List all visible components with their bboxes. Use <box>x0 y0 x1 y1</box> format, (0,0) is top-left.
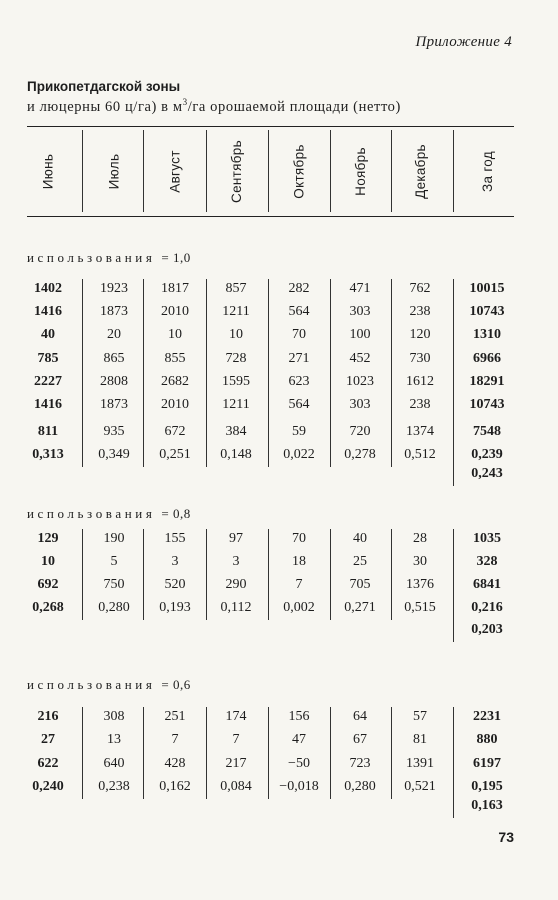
table-cell: 1873 <box>100 397 128 412</box>
table-cell: 0,216 <box>471 600 503 615</box>
table-cell: 238 <box>409 397 431 412</box>
section-column-divider <box>453 279 454 486</box>
column-header <box>145 128 205 214</box>
table-cell: 622 <box>37 756 59 771</box>
table-cell: 40 <box>41 327 55 342</box>
table-cell: 25 <box>353 554 367 569</box>
table-cell: 251 <box>164 709 186 724</box>
section-label-text: использования <box>27 250 156 265</box>
table-cell: 0,515 <box>404 600 436 615</box>
table-cell: 190 <box>103 531 125 546</box>
table-cell: 47 <box>292 732 306 747</box>
table-cell: 18291 <box>469 374 505 389</box>
table-cell: 384 <box>225 424 247 439</box>
table-cell: 865 <box>103 351 125 366</box>
column-header <box>390 128 450 214</box>
header-column-divider <box>330 130 331 212</box>
table-cell: 155 <box>164 531 186 546</box>
table-cell: 30 <box>413 554 427 569</box>
table-cell: 100 <box>349 327 371 342</box>
table-cell: 1374 <box>406 424 434 439</box>
section-column-divider <box>82 279 83 467</box>
table-cell: 0,512 <box>404 447 436 462</box>
table-cell: 471 <box>349 281 371 296</box>
table-cell: 6197 <box>473 756 501 771</box>
table-cell: 2010 <box>161 304 189 319</box>
table-cell: 640 <box>103 756 125 771</box>
section-column-divider <box>453 529 454 642</box>
table-cell: 2010 <box>161 397 189 412</box>
table-cell: 1595 <box>222 374 250 389</box>
section-label <box>27 677 191 693</box>
table-cell: 1817 <box>161 281 189 296</box>
table-cell: 0,163 <box>471 798 503 813</box>
table-cell: 1391 <box>406 756 434 771</box>
column-header-label: Август <box>167 149 183 193</box>
section-coefficient: = 0,8 <box>161 506 191 521</box>
section-coefficient: = 0,6 <box>161 677 191 692</box>
header-column-divider <box>268 130 269 212</box>
table-title-line-2 <box>27 97 401 116</box>
header-column-divider <box>206 130 207 212</box>
appendix-label: Приложение 4 <box>415 34 512 50</box>
column-header-label: Июнь <box>40 153 56 189</box>
table-cell: 271 <box>288 351 310 366</box>
column-header <box>457 128 517 214</box>
table-cell: 0,022 <box>283 447 315 462</box>
header-top-rule <box>27 126 514 127</box>
table-cell: 2231 <box>473 709 501 724</box>
table-cell: 520 <box>164 577 186 592</box>
table-cell: 5 <box>110 554 118 569</box>
table-cell: 64 <box>353 709 367 724</box>
table-cell: 720 <box>349 424 371 439</box>
table-cell: 0,195 <box>471 779 503 794</box>
column-header-label: Октябрь <box>291 143 307 199</box>
table-cell: 10 <box>41 554 55 569</box>
table-cell: 7 <box>171 732 179 747</box>
table-cell: 129 <box>37 531 59 546</box>
table-cell: 10015 <box>469 281 505 296</box>
table-cell: 67 <box>353 732 367 747</box>
table-cell: 0,239 <box>471 447 503 462</box>
column-header <box>330 128 390 214</box>
table-cell: 2682 <box>161 374 189 389</box>
table-cell: −0,018 <box>279 779 319 794</box>
table-cell: 1416 <box>34 304 62 319</box>
table-cell: 723 <box>349 756 371 771</box>
table-cell: 0,240 <box>32 779 64 794</box>
table-cell: 0,271 <box>344 600 376 615</box>
column-header-label: Сентябрь <box>228 139 244 203</box>
table-cell: 59 <box>292 424 306 439</box>
table-cell: 303 <box>349 397 371 412</box>
section-label-text: использования <box>27 677 156 692</box>
table-cell: 18 <box>292 554 306 569</box>
table-cell: 27 <box>41 732 55 747</box>
table-cell: 328 <box>476 554 498 569</box>
table-cell: 0,203 <box>471 622 503 637</box>
header-bottom-rule <box>27 216 514 217</box>
table-cell: 3 <box>232 554 240 569</box>
table-cell: 0,162 <box>159 779 191 794</box>
table-cell: 692 <box>37 577 59 592</box>
table-cell: 0,112 <box>220 600 252 615</box>
table-cell: 785 <box>37 351 59 366</box>
table-cell: 855 <box>164 351 186 366</box>
table-cell: 857 <box>225 281 247 296</box>
table-cell: 10 <box>168 327 182 342</box>
table-cell: 811 <box>37 424 59 439</box>
table-cell: 97 <box>229 531 243 546</box>
table-cell: 0,002 <box>283 600 315 615</box>
table-cell: 13 <box>107 732 121 747</box>
page-number: 73 <box>498 829 514 845</box>
table-cell: 762 <box>409 281 431 296</box>
table-cell: 217 <box>225 756 247 771</box>
section-column-divider <box>82 529 83 620</box>
column-header-label: Июль <box>106 153 122 189</box>
title-unit-superscript: 3 <box>182 97 188 107</box>
table-cell: 452 <box>349 351 371 366</box>
table-cell: 672 <box>164 424 186 439</box>
table-cell: 0,193 <box>159 600 191 615</box>
table-cell: 2227 <box>34 374 62 389</box>
table-cell: 0,238 <box>98 779 130 794</box>
table-cell: 70 <box>292 327 306 342</box>
table-cell: 1402 <box>34 281 62 296</box>
table-cell: 1612 <box>406 374 434 389</box>
table-cell: 0,521 <box>404 779 436 794</box>
table-cell: −50 <box>288 756 310 771</box>
column-header-label: Декабрь <box>412 143 428 199</box>
table-cell: 308 <box>103 709 125 724</box>
table-cell: 728 <box>225 351 247 366</box>
table-cell: 6966 <box>473 351 501 366</box>
table-cell: 7548 <box>473 424 501 439</box>
column-header <box>206 128 266 214</box>
table-cell: 705 <box>349 577 371 592</box>
table-cell: 216 <box>37 709 59 724</box>
table-cell: 1416 <box>34 397 62 412</box>
table-cell: 290 <box>225 577 247 592</box>
table-cell: 303 <box>349 304 371 319</box>
title-line-2-start: и люцерны 60 ц/га) в м <box>27 98 183 115</box>
table-cell: 0,280 <box>98 600 130 615</box>
table-cell: 10743 <box>469 304 505 319</box>
table-cell: 880 <box>476 732 498 747</box>
table-cell: 156 <box>288 709 310 724</box>
section-column-divider <box>453 707 454 818</box>
section-label <box>27 506 191 522</box>
table-cell: 238 <box>409 304 431 319</box>
table-cell: 28 <box>413 531 427 546</box>
table-cell: 935 <box>103 424 125 439</box>
table-cell: 1376 <box>406 577 434 592</box>
header-column-divider <box>391 130 392 212</box>
table-cell: 0,084 <box>220 779 252 794</box>
table-cell: 120 <box>409 327 431 342</box>
table-cell: 1211 <box>222 304 250 319</box>
table-cell: 0,268 <box>32 600 64 615</box>
table-cell: 0,349 <box>98 447 130 462</box>
table-cell: 0,313 <box>32 447 64 462</box>
table-cell: 10 <box>229 327 243 342</box>
header-column-divider <box>453 130 454 212</box>
column-header <box>269 128 329 214</box>
header-column-divider <box>82 130 83 212</box>
table-cell: 282 <box>288 281 310 296</box>
table-cell: 0,251 <box>159 447 191 462</box>
table-cell: 70 <box>292 531 306 546</box>
table-cell: 623 <box>288 374 310 389</box>
table-cell: 1035 <box>473 531 501 546</box>
table-cell: 564 <box>288 304 310 319</box>
column-header <box>84 128 144 214</box>
table-cell: 0,280 <box>344 779 376 794</box>
table-cell: 3 <box>171 554 179 569</box>
table-cell: 0,278 <box>344 447 376 462</box>
section-label <box>27 250 191 266</box>
table-cell: 0,243 <box>471 466 503 481</box>
column-header <box>18 128 78 214</box>
title-line-2-end: /га орошаемой площади (нетто) <box>187 98 401 115</box>
table-cell: 7 <box>295 577 303 592</box>
table-cell: 174 <box>225 709 247 724</box>
table-cell: 10743 <box>469 397 505 412</box>
table-cell: 1873 <box>100 304 128 319</box>
table-cell: 1023 <box>346 374 374 389</box>
table-cell: 20 <box>107 327 121 342</box>
header-column-divider <box>143 130 144 212</box>
column-header-label: Ноябрь <box>352 146 368 196</box>
table-cell: 7 <box>232 732 240 747</box>
table-cell: 1923 <box>100 281 128 296</box>
table-cell: 81 <box>413 732 427 747</box>
table-cell: 564 <box>288 397 310 412</box>
section-label-text: использования <box>27 506 156 521</box>
table-cell: 730 <box>409 351 431 366</box>
table-title-line-1: Прикопетдагской зоны <box>27 79 181 94</box>
table-cell: 0,148 <box>220 447 252 462</box>
table-cell: 750 <box>103 577 125 592</box>
table-cell: 1211 <box>222 397 250 412</box>
table-cell: 2808 <box>100 374 128 389</box>
column-header-label: За год <box>479 150 495 192</box>
table-cell: 6841 <box>473 577 501 592</box>
table-cell: 57 <box>413 709 427 724</box>
table-cell: 428 <box>164 756 186 771</box>
table-cell: 1310 <box>473 327 501 342</box>
table-cell: 40 <box>353 531 367 546</box>
section-coefficient: = 1,0 <box>161 250 191 265</box>
section-column-divider <box>82 707 83 799</box>
